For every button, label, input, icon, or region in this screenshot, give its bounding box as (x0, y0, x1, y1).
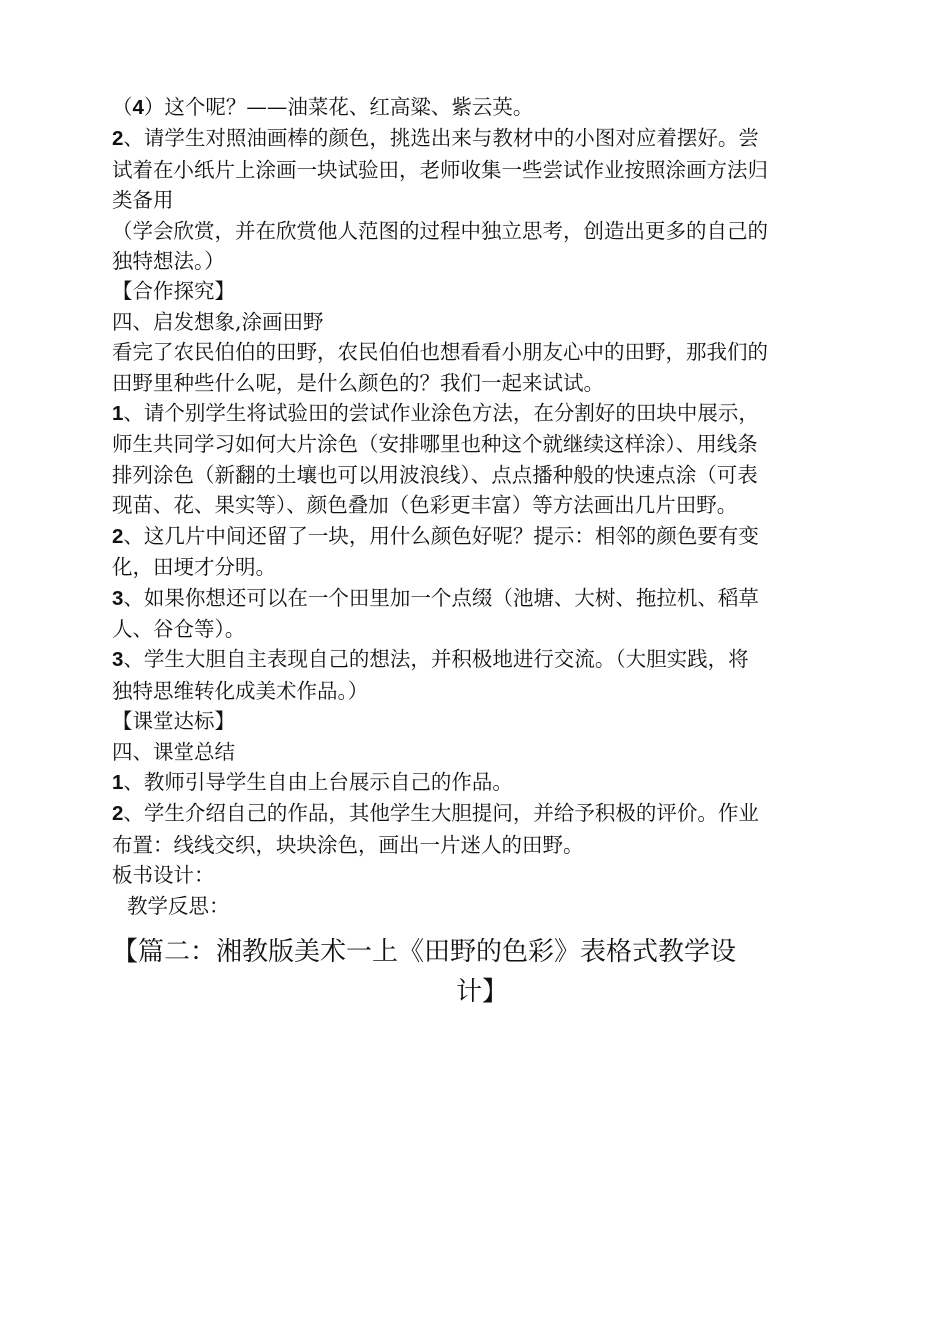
paragraph-line: 师生共同学习如何大片涂色（安排哪里也种这个就继续这样涂）、用线条 (112, 432, 758, 457)
section-label-classroom-goal: 【课堂达标】 (112, 709, 235, 734)
text-fragment: ）这个呢？——油菜花、红高粱、紫云英。 (143, 95, 534, 119)
paragraph-line: 排列涂色（新翻的土壤也可以用波浪线）、点点播种般的快速点涂（可表 (112, 462, 758, 487)
paragraph-line: 布置：线线交织，块块涂色，画出一片迷人的田野。 (112, 832, 584, 857)
paragraph-line (112, 583, 864, 614)
list-number: 3 (112, 586, 124, 610)
list-number: 2 (112, 127, 124, 151)
text-fragment: 、如果你想还可以在一个田里加一个点缀（池塘、大树、拖拉机、稻草 (123, 585, 759, 610)
text-fragment: 、教师引导学生自由上台展示自己的作品。 (123, 769, 513, 794)
paragraph-line (112, 767, 864, 798)
paragraph-line: 试着在小纸片上涂画一块试验田，老师收集一些尝试作业按照涂画方法归 (112, 157, 768, 182)
paragraph-line (112, 123, 864, 154)
board-design-label: 板书设计： (112, 863, 215, 888)
paragraph-line: 人、谷仓等）。 (112, 616, 246, 641)
paragraph-line (112, 92, 864, 123)
list-number: 4 (132, 96, 144, 119)
text-fragment: 、学生介绍自己的作品，其他学生大胆提问，并给予积极的评价。作业 (123, 801, 759, 826)
text-fragment: 、请学生对照油画棒的颜色，挑选出来与教材中的小图对应着摆好。尝 (123, 126, 759, 151)
paragraph-line: 化，田埂才分明。 (112, 555, 276, 580)
list-number: 2 (112, 524, 124, 548)
teaching-reflection-label: 教学反思： (127, 893, 230, 918)
document-body (112, 92, 864, 921)
paragraph-line: 类备用 (112, 188, 174, 213)
paragraph-line: 现苗、花、果实等）、颜色叠加（色彩更丰富）等方法画出几片田野。 (112, 493, 738, 518)
paragraph-line (112, 398, 864, 429)
section-heading-line-2: 计】 (455, 977, 508, 1007)
paragraph-line: 田野里种些什么呢，是什么颜色的？我们一起来试试。 (112, 370, 604, 395)
paragraph-line (112, 798, 864, 829)
list-number: 1 (112, 402, 124, 426)
list-number: 3 (112, 648, 124, 672)
list-number: 2 (112, 802, 124, 826)
text-fragment: （ (112, 95, 133, 119)
section-heading (112, 932, 864, 1012)
section-heading-line-1: 【篇二：湘教版美术一上《田野的色彩》表格式教学设 (112, 937, 737, 967)
text-fragment: 、请个别学生将试验田的尝试作业涂色方法，在分割好的田块中展示， (123, 401, 759, 426)
section-label-cooperation: 【合作探究】 (112, 279, 235, 304)
text-fragment: 、学生大胆自主表现自己的想法，并积极地进行交流。（大胆实践，将 (123, 647, 749, 672)
text-fragment: 、这几片中间还留了一块，用什么颜色好呢？提示：相邻的颜色要有变 (123, 523, 759, 548)
paragraph-line (112, 521, 864, 552)
paragraph-line: 看完了农民伯伯的田野，农民伯伯也想看看小朋友心中的田野，那我们的 (112, 340, 768, 365)
list-number: 1 (112, 770, 124, 794)
section-title-summary: 四、课堂总结 (112, 739, 235, 764)
paragraph-line: 独特想法。） (112, 249, 225, 274)
paragraph-line: 独特思维转化成美术作品。） (112, 678, 369, 703)
paragraph-line (112, 644, 864, 675)
section-title-imagination: 四、启发想象,涂画田野 (112, 309, 324, 334)
paragraph-line: （学会欣赏，并在欣赏他人范图的过程中独立思考，创造出更多的自己的 (112, 218, 768, 243)
